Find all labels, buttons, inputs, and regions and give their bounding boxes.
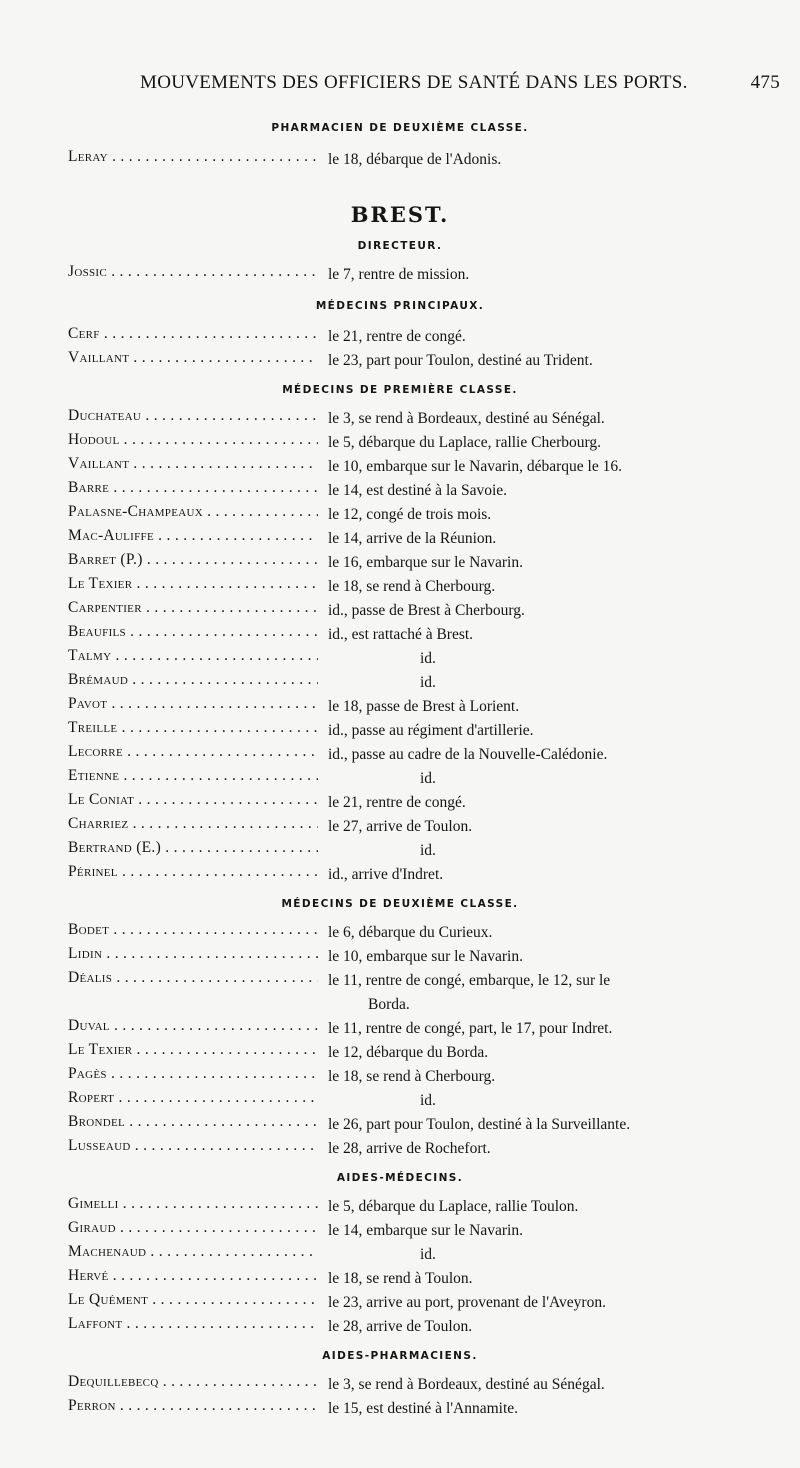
- entry-text: le 14, est destiné à la Savoie.: [328, 482, 508, 499]
- entry-row: [0, 695, 800, 721]
- entry-text: le 21, rentre de congé.: [328, 794, 466, 811]
- entry-name: Duchateau . . .: [68, 407, 318, 425]
- entry-name: Jossic . . .: [68, 263, 318, 281]
- entry-name: Giraud . . .: [68, 1219, 318, 1237]
- entry-name: Duval . . .: [68, 1017, 318, 1035]
- entry-name: Machenaud . . .: [68, 1243, 318, 1261]
- entry-text: id., passe au régiment d'artillerie.: [328, 722, 534, 739]
- entry-name: Lidin . . .: [68, 945, 318, 963]
- entry-text: le 14, arrive de la Réunion.: [328, 530, 497, 547]
- entry-text: le 11, rentre de congé, part, le 17, pour Indret.: [328, 1020, 613, 1037]
- entry-name: Palasne-Champeaux . . .: [68, 503, 318, 521]
- entry-name: Barre . . .: [68, 479, 318, 497]
- entry-row: [0, 969, 800, 1019]
- entry-text: le 18, débarque de l'Adonis.: [328, 151, 502, 168]
- entry-text: le 26, part pour Toulon, destiné à la Surveillante.: [328, 1116, 631, 1133]
- entry-name: Leray . . .: [68, 148, 318, 166]
- entry-name: Bodet . . .: [68, 921, 318, 939]
- page-number: 475: [750, 72, 780, 93]
- entry-text-line: le 11, rentre de congé, embarque, le 12, sur le: [328, 972, 611, 989]
- entry-text: le 21, rentre de congé.: [328, 328, 466, 345]
- entry-text: le 5, débarque du Laplace, rallie Cherbourg.: [328, 434, 602, 451]
- entry-text: id., passe au cadre de la Nouvelle-Calédonie.: [328, 746, 608, 763]
- section-heading-medecins-principaux: MÉDECINS PRINCIPAUX.: [315, 300, 485, 312]
- entry-text: le 28, arrive de Toulon.: [328, 1318, 473, 1335]
- entry-name: Charriez . . .: [68, 815, 318, 833]
- section-heading-aides-pharmaciens: AIDES-PHARMACIENS.: [322, 1350, 478, 1362]
- entry-text: id.: [420, 770, 436, 787]
- entry-name: Cerf . . .: [68, 325, 318, 343]
- entry-row: [0, 263, 800, 289]
- entry-name: Etienne . . .: [68, 767, 318, 785]
- section-heading-directeur: DIRECTEUR.: [357, 240, 443, 252]
- entry-row: [0, 791, 800, 817]
- entry-row: [0, 623, 800, 649]
- entry-name: Périnel . . .: [68, 863, 318, 881]
- entry-row: [0, 815, 800, 841]
- entry-name: Mac-Auliffe . . .: [68, 527, 318, 545]
- entry-row: [0, 863, 800, 889]
- entry-text: le 18, se rend à Toulon.: [328, 1270, 473, 1287]
- entry-row: [0, 1041, 800, 1067]
- entry-row: [0, 1195, 800, 1221]
- entry-name: Le Texier . . .: [68, 575, 318, 593]
- entry-row: [0, 1291, 800, 1317]
- entry-text: le 7, rentre de mission.: [328, 266, 470, 283]
- entry-row: [0, 551, 800, 577]
- entry-name: Le Quément . . .: [68, 1291, 318, 1309]
- entry-row: [0, 479, 800, 505]
- entry-name: Beaufils . . .: [68, 623, 318, 641]
- entry-name: Dequillebecq . . .: [68, 1373, 318, 1391]
- entry-row: [0, 455, 800, 481]
- entry-row: [0, 325, 800, 351]
- entry-text: le 12, débarque du Borda.: [328, 1044, 489, 1061]
- entry-name: Barret (P.) . . .: [68, 551, 318, 569]
- entry-text: le 14, embarque sur le Navarin.: [328, 1222, 523, 1239]
- entry-text: id.: [420, 674, 436, 691]
- entry-text: [328, 969, 783, 1017]
- entry-text: le 15, est destiné à l'Annamite.: [328, 1400, 519, 1417]
- entry-name: Le Texier . . .: [68, 1041, 318, 1059]
- entry-name: Hervé . . .: [68, 1267, 318, 1285]
- entry-name: Déalis . . .: [68, 969, 318, 987]
- entry-row: [0, 945, 800, 971]
- city-heading: BREST.: [350, 202, 450, 227]
- entry-text: le 10, embarque sur le Navarin, débarque le 16.: [328, 458, 622, 475]
- section-heading-aides-medecins: AIDES-MÉDECINS.: [336, 1172, 464, 1184]
- entry-row: [0, 349, 800, 375]
- entry-name: Lecorre . . .: [68, 743, 318, 761]
- entry-row: [0, 767, 800, 793]
- entry-text-continuation: Borda.: [368, 996, 410, 1013]
- entry-row: [0, 1315, 800, 1341]
- entry-row: [0, 921, 800, 947]
- entry-name: Talmy . . .: [68, 647, 318, 665]
- entry-text: id.: [420, 1246, 436, 1263]
- entry-name: Ropert . . .: [68, 1089, 318, 1107]
- entry-name: Gimelli . . .: [68, 1195, 318, 1213]
- entry-row: [0, 503, 800, 529]
- entry-text: le 18, se rend à Cherbourg.: [328, 1068, 496, 1085]
- entry-name: Treille . . .: [68, 719, 318, 737]
- entry-text: le 18, se rend à Cherbourg.: [328, 578, 496, 595]
- entry-name: Le Coniat . . .: [68, 791, 318, 809]
- entry-name: Bertrand (E.) . . .: [68, 839, 318, 857]
- entry-text: le 3, se rend à Bordeaux, destiné au Sénégal.: [328, 410, 605, 427]
- entry-row: [0, 1373, 800, 1399]
- entry-name: Carpentier . . .: [68, 599, 318, 617]
- section-heading-pharmacien: PHARMACIEN DE DEUXIÈME CLASSE.: [271, 122, 529, 134]
- entry-row: [0, 719, 800, 745]
- entry-name: Pavot . . .: [68, 695, 318, 713]
- entry-text: id.: [420, 650, 436, 667]
- entry-row: [0, 431, 800, 457]
- entry-row: [0, 599, 800, 625]
- page-header-title: MOUVEMENTS DES OFFICIERS DE SANTÉ DANS LES PORTS.: [140, 72, 688, 93]
- entry-text: le 12, congé de trois mois.: [328, 506, 492, 523]
- entry-row: [0, 1113, 800, 1139]
- section-heading-medecins-deuxieme: MÉDECINS DE DEUXIÈME CLASSE.: [281, 898, 519, 910]
- entry-row: [0, 1017, 800, 1043]
- entry-row: [0, 1243, 800, 1269]
- entry-text: le 10, embarque sur le Navarin.: [328, 948, 523, 965]
- entry-text: le 28, arrive de Rochefort.: [328, 1140, 491, 1157]
- entry-text: id., est rattaché à Brest.: [328, 626, 474, 643]
- entry-row: [0, 839, 800, 865]
- entry-row: [0, 148, 800, 174]
- entry-text: id.: [420, 1092, 436, 1109]
- entry-row: [0, 407, 800, 433]
- entry-name: Vaillant . . .: [68, 349, 318, 367]
- entry-row: [0, 743, 800, 769]
- entry-row: [0, 1267, 800, 1293]
- entry-name: Lusseaud . . .: [68, 1137, 318, 1155]
- entry-text: le 5, débarque du Laplace, rallie Toulon.: [328, 1198, 579, 1215]
- entry-name: Vaillant . . .: [68, 455, 318, 473]
- entry-row: [0, 1137, 800, 1163]
- entry-row: [0, 1089, 800, 1115]
- entry-text: le 23, arrive au port, provenant de l'Aveyron.: [328, 1294, 606, 1311]
- entry-name: Hodoul . . .: [68, 431, 318, 449]
- entry-text: le 3, se rend à Bordeaux, destiné au Sénégal.: [328, 1376, 605, 1393]
- entry-row: [0, 575, 800, 601]
- entry-name: Pagès . . .: [68, 1065, 318, 1083]
- entry-row: [0, 1219, 800, 1245]
- entry-row: [0, 671, 800, 697]
- entry-text: id., arrive d'Indret.: [328, 866, 444, 883]
- entry-row: [0, 527, 800, 553]
- entry-text: le 27, arrive de Toulon.: [328, 818, 473, 835]
- entry-name: Brémaud . . .: [68, 671, 318, 689]
- entry-text: id.: [420, 842, 436, 859]
- entry-row: [0, 1397, 800, 1423]
- entry-row: [0, 647, 800, 673]
- entry-row: [0, 1065, 800, 1091]
- entry-text: le 18, passe de Brest à Lorient.: [328, 698, 520, 715]
- entry-text: le 6, débarque du Curieux.: [328, 924, 493, 941]
- entry-text: le 23, part pour Toulon, destiné au Trident.: [328, 352, 593, 369]
- entry-name: Laffont . . .: [68, 1315, 318, 1333]
- entry-name: Perron . . .: [68, 1397, 318, 1415]
- section-heading-medecins-premiere: MÉDECINS DE PREMIÈRE CLASSE.: [282, 384, 518, 396]
- entry-name: Brondel . . .: [68, 1113, 318, 1131]
- entry-text: le 16, embarque sur le Navarin.: [328, 554, 523, 571]
- entry-text: id., passe de Brest à Cherbourg.: [328, 602, 525, 619]
